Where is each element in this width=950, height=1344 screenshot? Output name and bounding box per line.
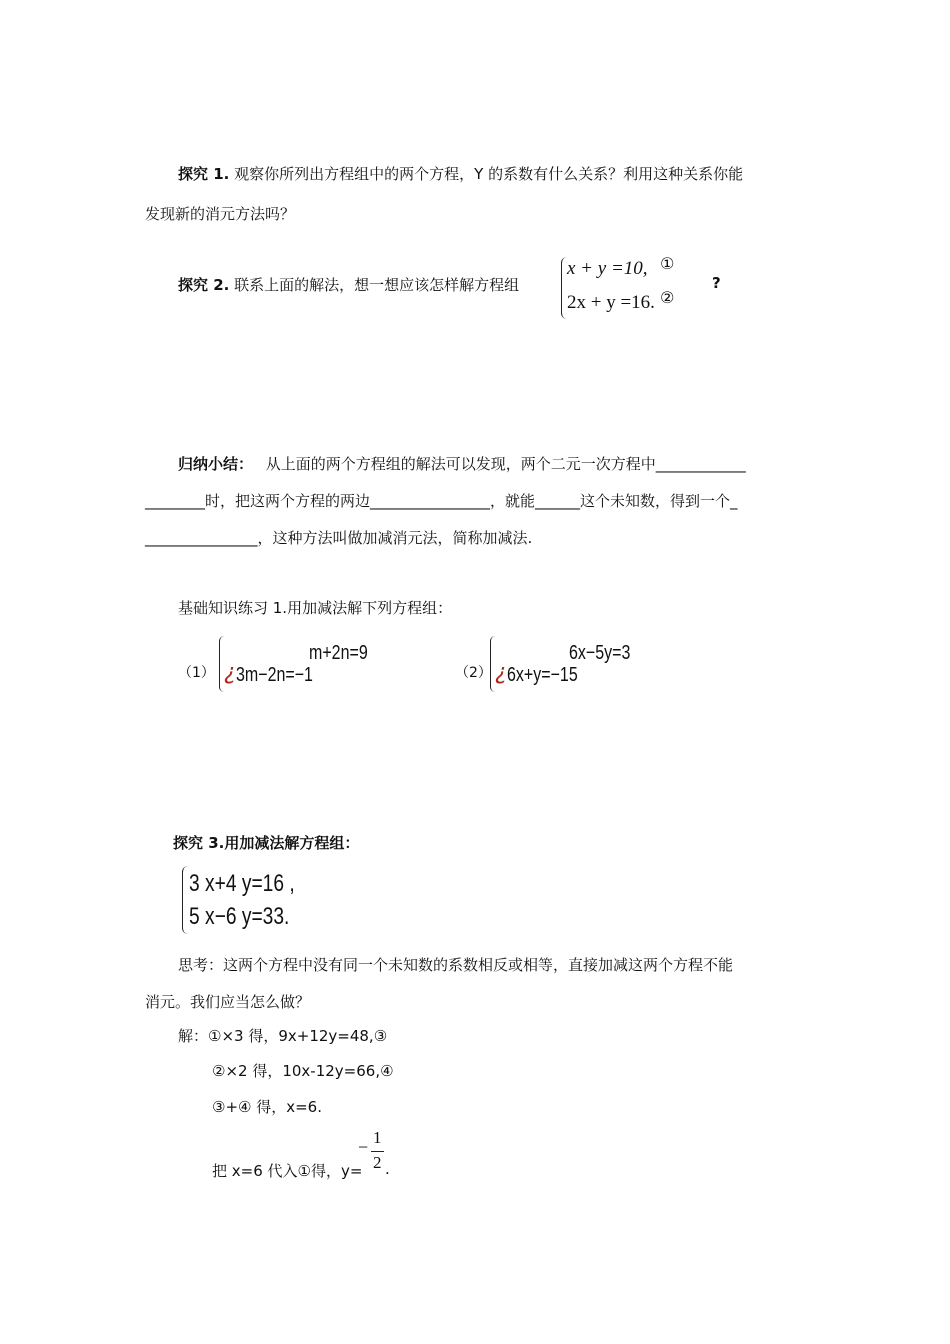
explore2-mark2: ② — [660, 288, 675, 307]
practice-p2-eq-low: 6x+y=−15 — [507, 664, 578, 686]
explore1-text-line1: 观察你所列出方程组中的两个方程，Y 的系数有什么关系？利用这种关系你能 — [234, 165, 744, 183]
explore1-label: 探究 1. — [178, 165, 230, 183]
explore3-brace — [182, 866, 188, 934]
solution-step1: 解：①×3 得，9x+12y=48,③ — [178, 1027, 388, 1045]
solution-fraction-den: 2 — [373, 1153, 382, 1172]
summary-label: 归纳小结： — [178, 455, 254, 473]
solution-step3: ③+④ 得，x=6. — [212, 1098, 322, 1116]
explore2-label: 探究 2. — [178, 276, 230, 294]
practice-p2-eq-high: 6x−5y=3 — [569, 642, 631, 664]
explore1-text-line2: 发现新的消元方法吗？ — [145, 205, 296, 223]
practice-p1-eq-low: 3m−2n=−1 — [236, 664, 313, 686]
practice-p2-label: （2） — [455, 665, 492, 681]
explore3-eq2: 5 x−6 y=33. — [189, 903, 290, 930]
solution-fraction-bar — [371, 1151, 384, 1152]
solution-fraction-sign: − — [358, 1137, 369, 1157]
practice-p1-label: （1） — [178, 665, 215, 681]
explore2-eq1: x + y =10, — [567, 258, 648, 279]
think-line2: 消元。我们应当怎么做？ — [145, 993, 311, 1011]
summary-text-line1: 从上面的两个方程组的解法可以发现，两个二元一次方程中____________ — [265, 455, 746, 473]
explore2-mark1: ① — [660, 254, 675, 273]
practice-p1-sym: ¿ — [224, 660, 236, 685]
explore1-line1 — [178, 163, 743, 184]
summary-text-line3: _______________，这种方法叫做加减消元法，简称加减法. — [145, 529, 533, 547]
solution-step4 — [212, 1160, 362, 1181]
explore3-title: 探究 3.用加减法解方程组： — [173, 834, 360, 852]
solution-step2: ②×2 得，10x-12y=66,④ — [212, 1062, 394, 1080]
explore3-eq1: 3 x+4 y=16 , — [189, 870, 295, 897]
explore2-eq2: 2x + y =16. — [567, 292, 655, 313]
solution-step4-prefix: 把 x=6 代入①得，y= — [212, 1162, 363, 1180]
explore2-question: ? — [712, 274, 721, 292]
explore2-text: 联系上面的解法，想一想应该怎样解方程组 — [234, 276, 520, 294]
practice-p2-sym: ¿ — [495, 660, 507, 685]
think-line1: 思考：这两个方程中没有同一个未知数的系数相反或相等，直接加减这两个方程不能 — [178, 956, 734, 974]
solution-step4-end: . — [385, 1160, 390, 1178]
summary-text-line2: ________时，把这两个方程的两边________________，就能______这个未知数，得到一个_ — [145, 492, 738, 510]
explore2-line — [178, 274, 519, 295]
solution-fraction-num: 1 — [373, 1128, 382, 1147]
summary-line1 — [178, 453, 746, 474]
practice-title: 基础知识练习 1.用加减法解下列方程组： — [178, 599, 453, 617]
practice-p1-eq-high: m+2n=9 — [309, 642, 368, 664]
